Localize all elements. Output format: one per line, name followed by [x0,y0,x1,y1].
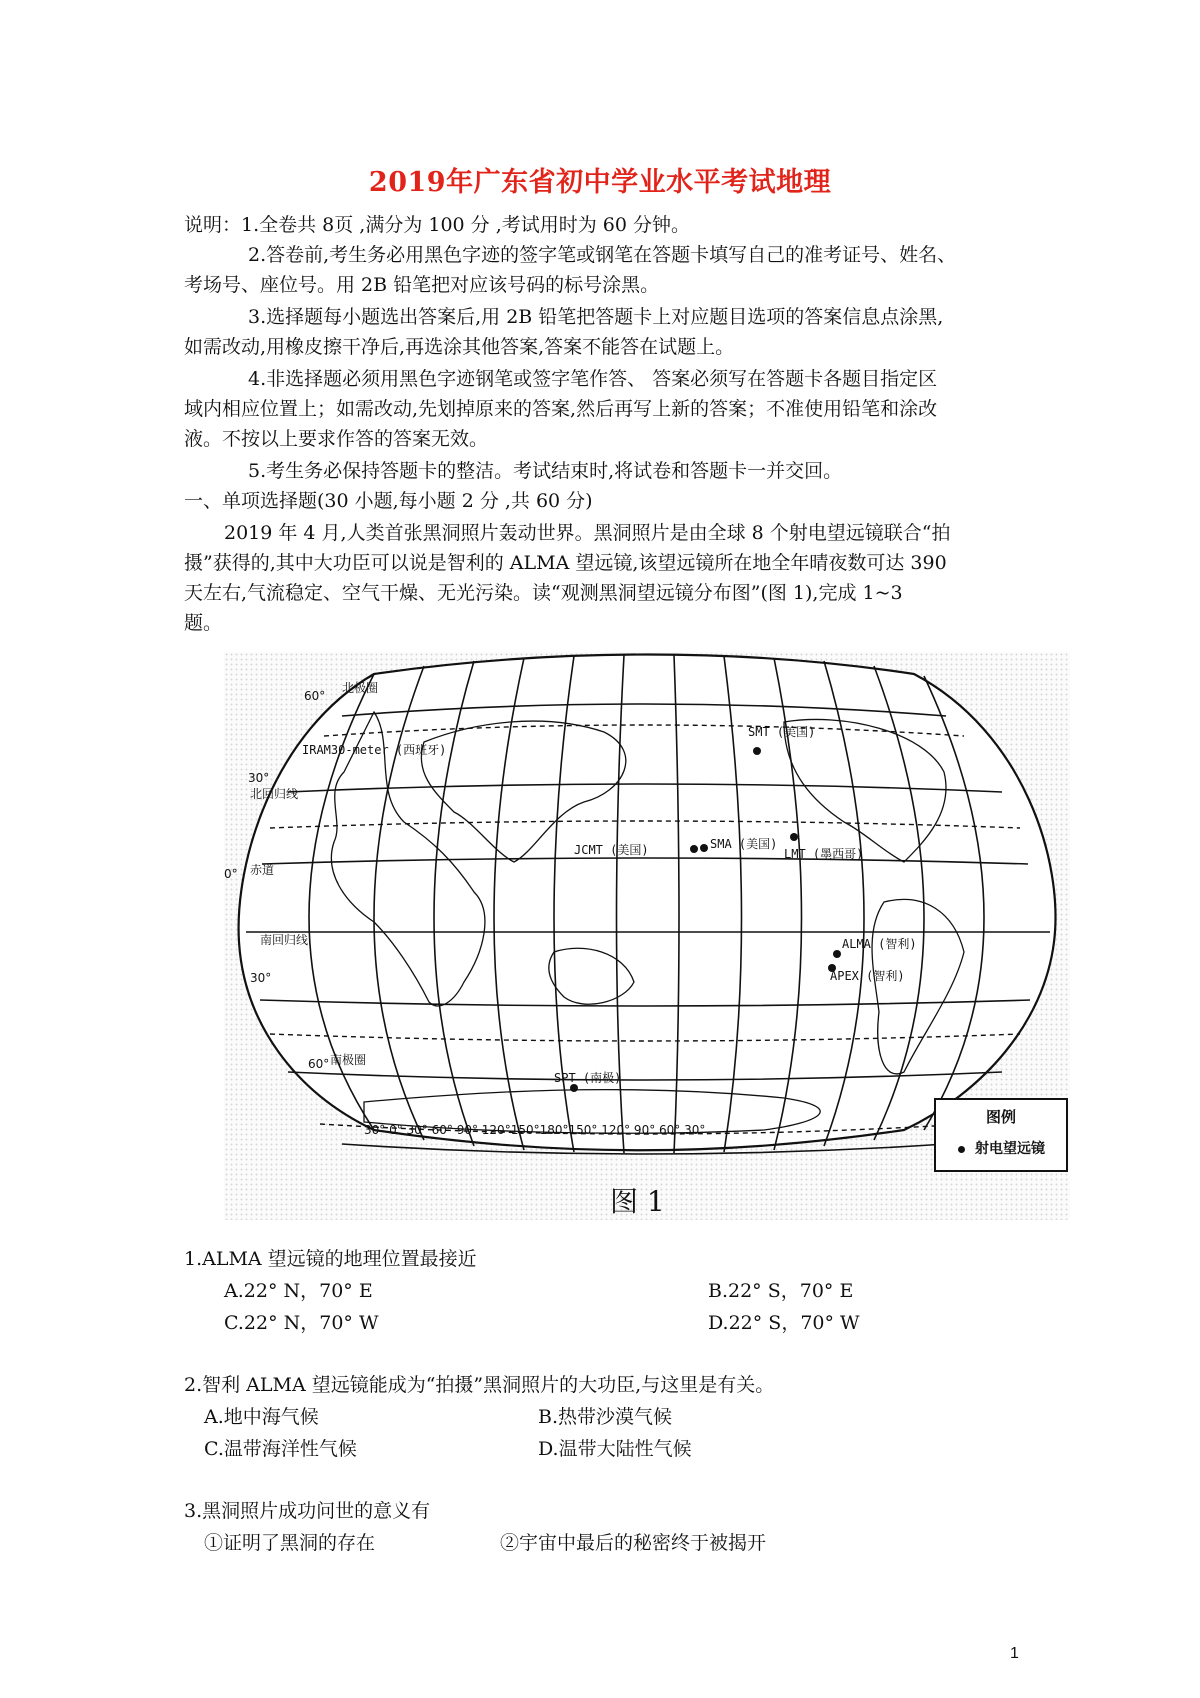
question-3-option-2: ②宇宙中最后的秘密终于被揭开 [500,1532,767,1554]
lat-label-30s: 30° [250,971,272,985]
legend-item [958,1138,1045,1158]
lmt-label: LMT (墨西哥) [784,847,864,861]
smt-label: SMT (美国) [748,725,816,739]
lmt-dot [790,833,798,841]
instruction-2a: 2.答卷前,考生务必用黑色字迹的签字笔或钢笔在答题卡填写自己的准考证号、姓名、 [248,244,957,266]
antarctic-circle-label: 南极圈 [330,1053,367,1067]
arctic-circle-label: 北极圈 [342,681,379,695]
passage-line-3: 天左右,气流稳定、空气干燥、无光污染。读“观测黑洞望远镜分布图”(图 1),完成 1~3 [184,582,903,604]
question-3-stem: 3.黑洞照片成功问世的意义有 [184,1500,431,1522]
question-2-option-a: A.地中海气候 [204,1406,319,1428]
map-legend [934,1098,1068,1172]
question-1-option-c: C.22° N，70° W [224,1312,379,1334]
lat-label-60s: 60° [308,1057,330,1071]
instruction-4a: 4.非选择题必须用黑色字迹钢笔或签字笔作答、 答案必须写在答题卡各题目指定区 [248,368,938,390]
alma-dot [833,950,841,958]
passage-line-1: 2019 年 4 月,人类首张黑洞照片轰动世界。黑洞照片是由全球 8 个射电望远镜联合“拍 [224,522,951,544]
question-1-option-a: A.22° N，70° E [224,1280,373,1302]
figure-caption: 图 1 [610,1185,665,1218]
tropic-cancer-label: 北回归线 [250,787,299,801]
instruction-5: 5.考生务必保持答题卡的整洁。考试结束时,将试卷和答题卡一并交回。 [248,460,843,482]
instruction-4c: 液。不按以上要求作答的答案无效。 [184,428,489,450]
passage-line-4: 题。 [184,612,223,634]
alma-label: ALMA (智利) [842,937,917,951]
sma-label: SMA (美国) [710,837,778,851]
legend-item-label: 射电望远镜 [975,1140,1045,1156]
instruction-4b: 域内相应位置上；如需改动,先划掉原来的答案,然后再写上新的答案；不准使用铅笔和涂改 [184,398,938,420]
jcmt-label: JCMT (美国) [574,843,649,857]
sma-dot [700,844,708,852]
spt-dot [570,1084,578,1092]
question-1-option-d: D.22° S，70° W [708,1312,860,1334]
lat-label-60n: 60° [304,689,326,703]
legend-title: 图例 [985,1109,1016,1126]
iram-label: IRAM30-meter (西班牙) [302,743,447,757]
spt-label: SPT (南极) [554,1071,622,1085]
instruction-1: 说明：1.全卷共 8页 ,满分为 100 分 ,考试用时为 60 分钟。 [184,214,691,236]
instruction-3b: 如需改动,用橡皮擦干净后,再选涂其他答案,答案不能答在试题上。 [184,336,735,358]
longitude-labels: 30° 0° 30° 60° 90° 120°150°180°150° 120° 90° 60° 30° [364,1123,706,1137]
page-number: 1 [1010,1645,1019,1662]
question-1-stem: 1.ALMA 望远镜的地理位置最接近 [184,1248,477,1270]
question-2-option-d: D.温带大陆性气候 [538,1438,692,1460]
apex-label: APEX (智利) [830,969,905,983]
page-title: 2019年广东省初中学业水平考试地理 [368,167,832,198]
section-heading: 一、单项选择题(30 小题,每小题 2 分 ,共 60 分) [184,490,593,512]
jcmt-dot [690,845,698,853]
question-1-option-b: B.22° S，70° E [708,1280,854,1302]
passage-line-2: 摄”获得的,其中大功臣可以说是智利的 ALMA 望远镜,该望远镜所在地全年晴夜数可达 390 [184,552,947,574]
lat-label-30n: 30° [248,771,270,785]
question-2-option-b: B.热带沙漠气候 [538,1406,673,1428]
lat-label-0: 0° [224,867,238,881]
telescope-dot-icon [958,1146,965,1153]
equator-label: 赤道 [250,863,275,877]
tropic-capricorn-label: 南回归线 [260,933,309,947]
question-2-option-c: C.温带海洋性气候 [204,1438,357,1460]
question-3-option-1: ①证明了黑洞的存在 [204,1532,376,1554]
instruction-3a: 3.选择题每小题选出答案后,用 2B 铅笔把答题卡上对应题目选项的答案信息点涂黑, [248,306,944,328]
instruction-2b: 考场号、座位号。用 2B 铅笔把对应该号码的标号涂黑。 [184,274,660,296]
smt-dot [753,747,761,755]
telescope-distribution-map [224,652,1070,1220]
question-2-stem: 2.智利 ALMA 望远镜能成为“拍摄”黑洞照片的大功臣,与这里是有关。 [184,1374,775,1396]
